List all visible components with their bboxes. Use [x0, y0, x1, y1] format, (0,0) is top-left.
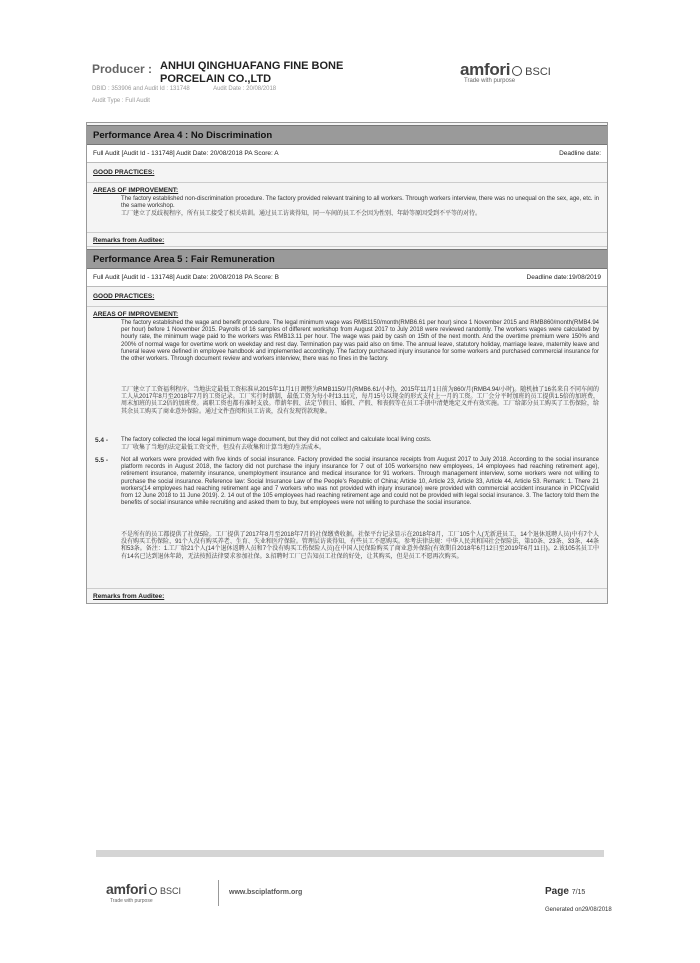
footer-logo: [106, 881, 181, 904]
area5-audit-info: Full Audit [Audit Id - 131748] Audit Date: 20/08/2018 PA Score: B: [93, 274, 279, 281]
area5-header: [87, 249, 607, 269]
page-number: [545, 886, 585, 897]
dbid: DBID : 353906 and Audit Id : 131748: [92, 86, 190, 92]
area4-deadline: Deadline date:: [559, 150, 601, 157]
area5-remarks-title: Remarks from Auditee:: [93, 593, 165, 600]
area5-good-practices: [87, 287, 607, 307]
area4-improvement: [87, 183, 607, 233]
item-5-5-text: Not all workers were provided with five kinds of social insurance. Factory provided the social insurance receipts from August 2017 to July 2018. According to the social insurance platform records in August 2018, the factory did not purchase the injury insurance for 7 out of 105 workers(no new employees, 14 employees had reaching retirement age), retirement insurance, maternity insurance, unemployment insurance and medical insurance for 91 workers. Through management interview, some workers were not willing to purchase the social insurance. Reference law: Social Insurance Law of the People's Republic of China; Article 10, Article 23, Article 33, Article 44, Article 53. Remark: 1. There 21 workers(14 employees had reaching retirement age and 7 workers who was not provided with injury insurance) were provided with commercial accident insurance in PICC(valid from 12 June 2018 to 11 June 2019). 2. 14 out of the 105 employees had reaching retirement age and could not be provided with legal social insurance. 3. The factory told them the benefits of social insurance while recruiting and asked them to buy, but employees were not willing to purchase the social insurance.: [121, 457, 599, 507]
area4-improvement-cn: 工厂建立了反歧视程序，所有员工接受了相关培训。通过员工访谈得知，同一车间的员工不会因为性别、年龄等原因受到不平等的对待。: [121, 211, 482, 217]
page-label: Page: [545, 886, 569, 897]
area4-good-practices: [87, 163, 607, 183]
footer-url[interactable]: www.bsciplatform.org: [229, 889, 303, 896]
area4-audit-info: Full Audit [Audit Id - 131748] Audit Date: 20/08/2018 PA Score: A: [93, 150, 279, 157]
item-5-4-text: The factory collected the local legal minimum wage document, but they did not collect and calculate local living costs.: [121, 437, 432, 443]
area5-improvement: [87, 307, 607, 589]
item-5-4-number: 5.4 -: [95, 437, 109, 444]
amfori-bsci-logo: [460, 60, 590, 90]
area5-improvement-cn: 工厂建立了工资福利程序。当地法定最低工资标准从2015年11月1日调整为RMB1150/月(RMB6.61/小时)，2015年11月1日前为860/月(RMB4.94/小时)。随机抽了16名来自不同车间的工人从2017年8月至2018年7月的工资记录。工厂实行时薪制，最低工资为每小时13.11元，每月15号以现金的形式支付上一月的工资。工厂会分平时加班的员工提供1.5倍的加班费，周末加班的员工2倍的加班费。离职工资也都有准时支放。带薪年假、法定节假日、婚假、产假、和丧假等在员工手册中清楚地定义并有效实施。工厂给部分员工购买了工伤保险，给其余员工购买了商业意外保险。通过文件查阅和员工访谈，没有发现罚款现象。: [121, 387, 599, 415]
area4-improvement-title: AREAS OF IMPROVEMENT:: [93, 187, 179, 194]
logo-suffix: BSCI: [525, 66, 551, 78]
producer-name: ANHUI QINGHUAFANG FINE BONE PORCELAIN CO.,LTD: [160, 60, 344, 85]
area5-audit-row: [87, 269, 607, 287]
area5-remarks: [87, 589, 607, 603]
logo-circle-icon: [512, 66, 522, 76]
audit-date: Audit Date : 20/08/2018: [213, 86, 277, 92]
area4-good-practices-title: GOOD PRACTICES:: [93, 169, 155, 176]
area4-improvement-text: The factory established non-discrimination procedure. The factory provided relevant training to all workers. Through workers interview, there was no unequal on the sex, age, etc. in the same workshop.: [121, 196, 599, 210]
area5-improvement-text: The factory established the wage and benefit procedure. The legal minimum wage was RMB1150/month(RMB6.61 per hour) since 1 November 2015 and RMB860/month(RMB4.94 per hour) before 1 November 2015. Payrolls of 16 samples of different workshop from August 2017 to July 2018 were reviewed randomly. The workers wages were calculated by hourly rate, the minimum wage paid to the workers was RMB13.11 per hour. The wage was paid by cash on 15th of the next month. And the overtime premium were 150% and 200% of normal wage for overtime work on weekday and rest day. Termination pay was paid also on time. The annual leave, statutory holiday, marriage leave, maternity leave and funeral leave were defined in employee handbook and implemented accordingly. The factory purchased injury insurance for some workers and purchased commercial insurance for the other workers. Through document review and workers interview, there was no fines in the factory.: [121, 320, 599, 363]
area5-good-practices-title: GOOD PRACTICES:: [93, 293, 155, 300]
footer-logo-circle-icon: [149, 887, 157, 895]
footer-logo-suffix: BSCI: [160, 886, 182, 896]
logo-name: amfori: [460, 60, 511, 79]
performance-areas-frame: [86, 122, 608, 604]
footer-divider: [96, 850, 604, 857]
audit-meta: [92, 86, 298, 92]
generated-date: Generated on29/08/2018: [545, 907, 612, 913]
area4-header: [87, 125, 607, 145]
area4-title: Performance Area 4 : No Discrimination: [93, 130, 273, 141]
area5-title: Performance Area 5 : Fair Remuneration: [93, 254, 275, 265]
footer-logo-name: amfori: [106, 881, 147, 897]
page-count: 7/15: [571, 889, 586, 896]
producer-label: Producer :: [92, 62, 153, 76]
area4-remarks: [87, 233, 607, 247]
footer-logo-tagline: Trade with purpose: [110, 898, 153, 904]
footer-separator: [218, 880, 219, 906]
item-5-5-cn: 不是所有的员工都提供了社保5险。工厂提供了2017年8月至2018年7月的社保缴费收据。社保平台记录显示在2018年8月，工厂105个人(无新进员工，14个退休返聘人员)中有7个人没有购买工伤保险，91个人没有购买养老、生育、失业和医疗保险。管理层访谈得知，有些员工不愿购买。参考法律法规：中华人民共和国社会保险法，第10条、23条、33条、44条和53条。备注：1.工厂给21个人(14个退休返聘人员和7个没有购买工伤保险人员)在中国人民保险购买了商业意外保险(有效期自2018年6月12日至2019年6月11日)。2.该105名员工中有14名已达到退休年龄，无法按照法律要求参加社保。3.招聘时工厂已告知员工社保的好处，让其购买，但是员工不愿再次购买。: [121, 532, 599, 560]
area5-deadline: Deadline date:19/08/2019: [526, 274, 601, 281]
item-5-5-number: 5.5 -: [95, 457, 109, 464]
area4-audit-row: [87, 145, 607, 163]
area4-remarks-title: Remarks from Auditee:: [93, 237, 165, 244]
area5-improvement-title: AREAS OF IMPROVEMENT:: [93, 311, 179, 318]
logo-tagline: Trade with purpose: [464, 78, 516, 84]
audit-type: Audit Type : Full Audit: [92, 98, 150, 104]
item-5-4-cn: 工厂收集了当地的法定最低工资文件，但没有去收集和计算当地的生活成本。: [121, 445, 326, 451]
